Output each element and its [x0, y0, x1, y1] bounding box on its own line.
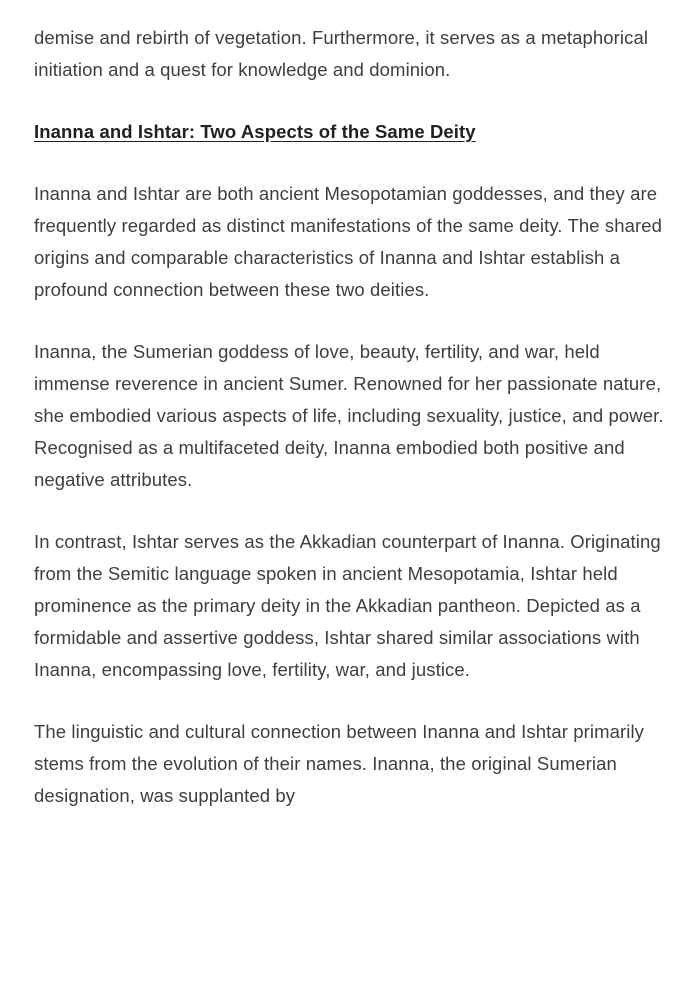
body-paragraph: Inanna and Ishtar are both ancient Mesopotamian goddesses, and they are frequently regarded as distinct manifestations of the same deity. The shared origins and comparable characteristics of Inanna and Ishtar establish a profound connection between these two deities. [34, 183, 663, 300]
section-heading: Inanna and Ishtar: Two Aspects of the Same Deity [34, 121, 476, 142]
body-paragraph: Inanna, the Sumerian goddess of love, beauty, fertility, and war, held immense reverence in ancient Sumer. Renowned for her passionate nature, she embodied various aspects of life, including sexuality, justice, and power. Recognised as a multifaceted deity, Inanna embodied both positive and negative attributes. [34, 341, 664, 490]
body-paragraph: The linguistic and cultural connection between Inanna and Ishtar primarily stems from the evolution of their names. Inanna, the original Sumerian designation, was supplanted by [34, 721, 645, 806]
section-heading-wrapper [34, 116, 665, 148]
body-paragraph: demise and rebirth of vegetation. Furthermore, it serves as a metaphorical initiation and a quest for knowledge and dominion. [34, 27, 649, 80]
body-paragraph: In contrast, Ishtar serves as the Akkadian counterpart of Inanna. Originating from the Semitic language spoken in ancient Mesopotamia, Ishtar held prominence as the primary deity in the Akkadian pantheon. Depicted as a formidable and assertive goddess, Ishtar shared similar associations with Inanna, encompassing love, fertility, war, and justice. [34, 531, 661, 680]
